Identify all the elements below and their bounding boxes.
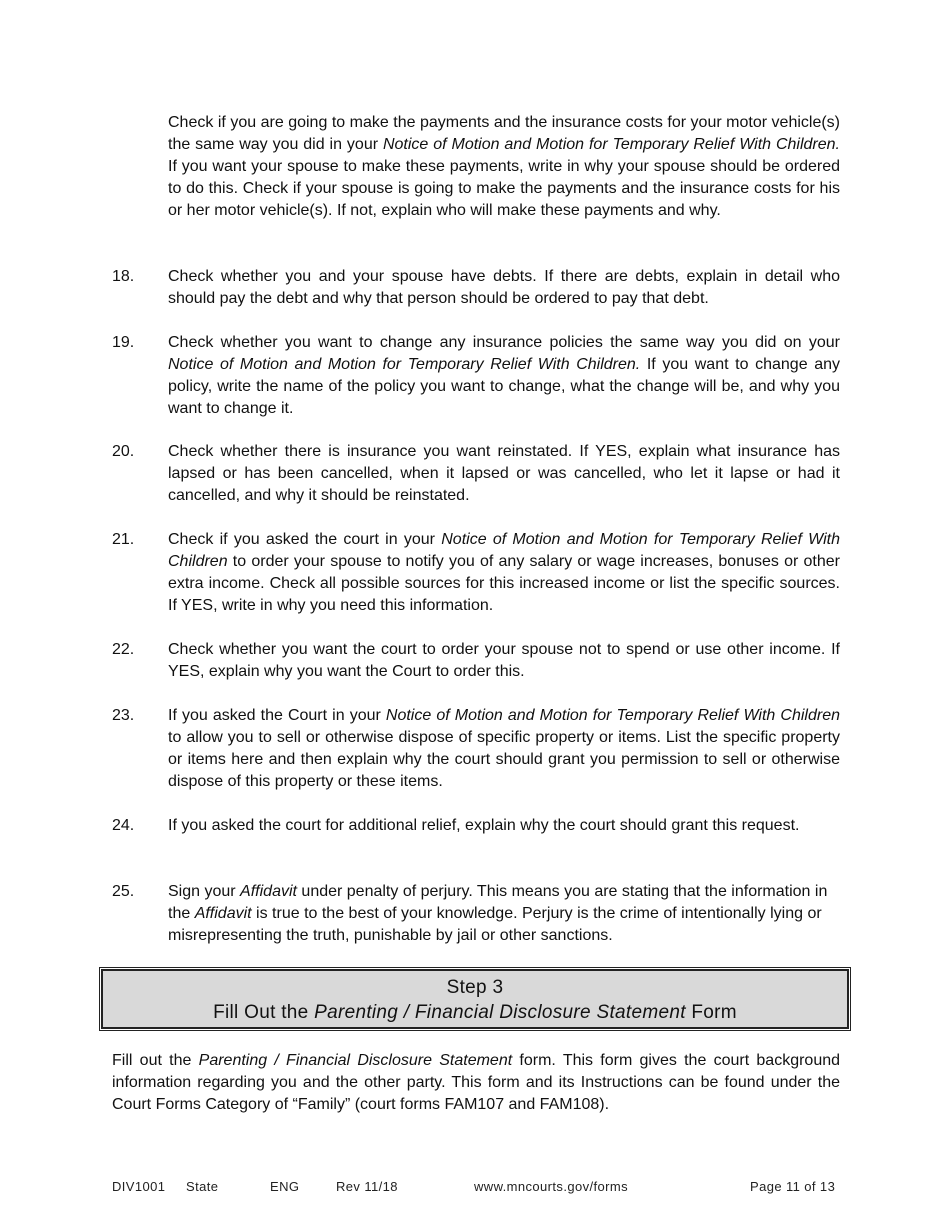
step-form-title: Parenting / Financial Disclosure Statement: [314, 1002, 686, 1023]
step-number: Step 3: [446, 977, 504, 998]
step-3-instructions: Fill out the Parenting / Financial Disclosure Statement form. This form gives the court background information regarding you and the other party. This form and its Instructions can be found under the Court Forms Category of “Family” (court forms FAM107 and FAM108).: [112, 1052, 841, 1113]
item-text: Check whether you and your spouse have debts. If there are debts, explain in detail who should pay the debt and why that person should be ordered to pay that debt.: [168, 268, 840, 307]
item-text: Check if you asked the court in your: [168, 531, 442, 548]
item-17-continuation: [168, 112, 840, 222]
instruction-item-19: [112, 332, 840, 420]
instruction-item-23: [112, 705, 840, 793]
item-text-rest: to allow you to sell or otherwise dispose of specific property or items. List the specific property or items here and then explain why the court should grant you permission to sell or otherwise dispose of this property or these items.: [168, 729, 840, 790]
item-text: Check whether you want the court to order your spouse not to spend or use other income. If YES, explain why you want the Court to order this.: [168, 641, 840, 680]
item-form-title: Notice of Motion and Motion for Temporary Relief With Children: [385, 707, 840, 724]
item-text: If you asked the court for additional relief, explain why the court should grant this request.: [168, 817, 800, 834]
step-title: Fill Out the Parenting / Financial Disclosure Statement Form: [213, 1002, 737, 1023]
item-number: 24.: [112, 817, 135, 834]
lead-text: Check if you are going to make the payments and the insurance costs for your motor vehicle(s) the same way you did in your: [168, 114, 840, 153]
item-form-title: Notice of Motion and Motion for Temporary Relief With Children.: [168, 356, 641, 373]
item-number: 22.: [112, 641, 135, 658]
instruction-item-21: [112, 529, 840, 617]
instruction-item-22: [112, 639, 840, 683]
form-title: Parenting / Financial Disclosure Statement: [198, 1052, 513, 1069]
item-text: If you asked the Court in your: [168, 707, 386, 724]
item-text-rest: If you want to change any policy, write the name of the policy you want to change, what the change will be, and why you want to change it.: [168, 356, 841, 417]
item-text-rest: is true to the best of your knowledge. Perjury is the crime of intentionally lying or misrepresenting the truth, punishable by jail or other sanctions.: [168, 905, 822, 944]
item-number: 25.: [112, 883, 135, 900]
footer-page-number: Page 11 of 13: [750, 1179, 836, 1194]
item-number: 18.: [112, 268, 135, 285]
lead-form-title: Notice of Motion and Motion for Temporary Relief With Children.: [382, 136, 841, 153]
item-text: Check whether you want to change any insurance policies the same way you did on your: [168, 334, 840, 351]
instruction-item-25: [112, 881, 840, 947]
item-text: Sign your: [168, 883, 241, 900]
item-number: 19.: [112, 334, 135, 351]
step-3-heading-box: [101, 969, 849, 1029]
item-text-rest: to order your spouse to notify you of any salary or wage increases, bonuses or other extra income. Check all possible sources for this increased income or list the specific sources. If YES, write in why you need this information.: [168, 553, 840, 614]
item-number: 20.: [112, 443, 135, 460]
instruction-item-18: [112, 266, 840, 310]
footer-url[interactable]: www.mncourts.gov/forms: [474, 1179, 629, 1194]
footer-revision: Rev 11/18: [336, 1179, 398, 1194]
footer-form-code: DIV1001: [112, 1179, 166, 1194]
affidavit-title-2: Affidavit: [194, 905, 252, 922]
instruction-item-20: [112, 441, 840, 507]
affidavit-title: Affidavit: [240, 883, 297, 900]
lead-text-rest: If you want your spouse to make these payments, write in why your spouse should be ordered to do this. Check if your spouse is going to make the payments and the insurance costs for his or her motor vehicle(s). If not, explain who will make these payments and why.: [168, 158, 840, 219]
instruction-item-24: [112, 815, 840, 837]
item-number: 23.: [112, 707, 135, 724]
item-text: Check whether there is insurance you want reinstated. If YES, explain what insurance has lapsed or has been cancelled, when it lapsed or was cancelled, who let it lapse or had it cancelled, and why it should be reinstated.: [168, 443, 840, 504]
footer-state: State: [186, 1179, 219, 1194]
item-text-mid: under penalty of perjury. This means you are stating that the information in the: [168, 883, 828, 922]
footer-language: ENG: [270, 1179, 300, 1194]
item-number: 21.: [112, 531, 135, 548]
item-form-title: Notice of Motion and Motion for Temporary Relief With Children: [168, 531, 840, 570]
